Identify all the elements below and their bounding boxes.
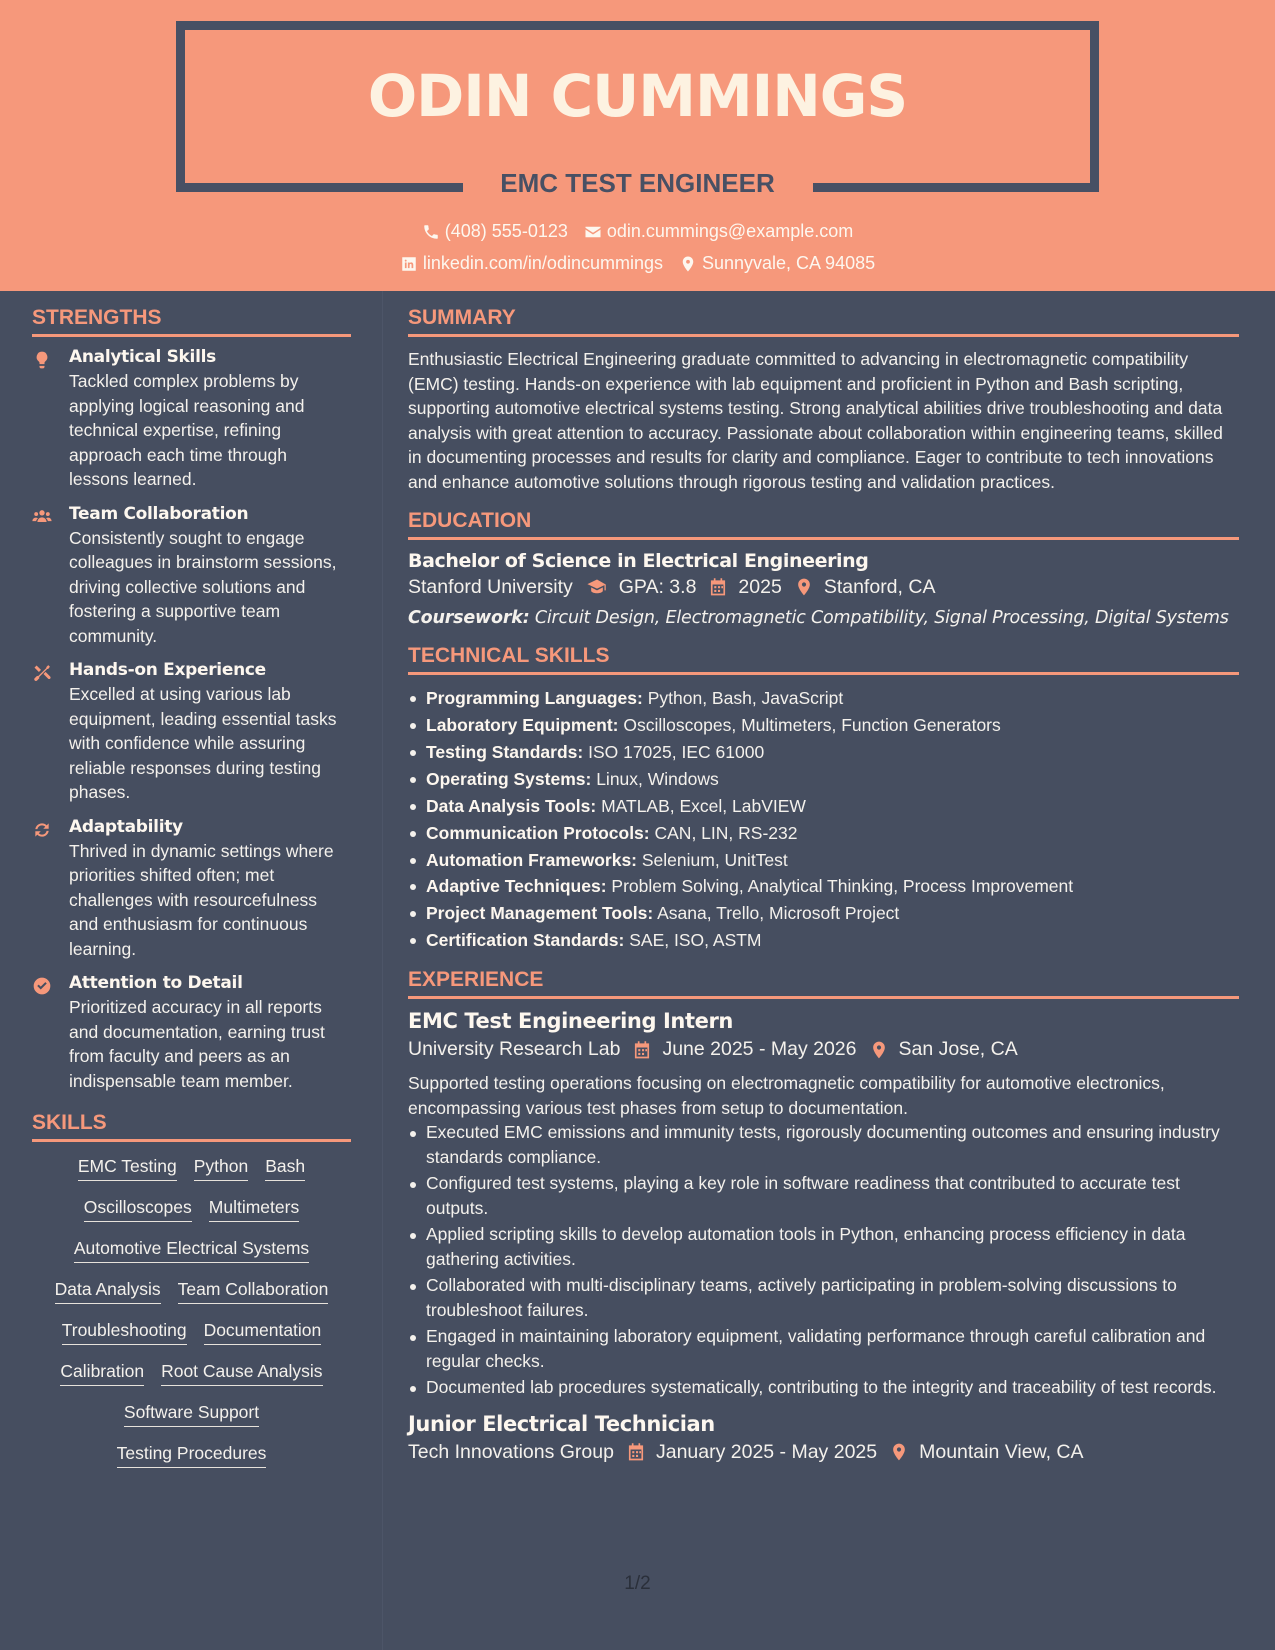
candidate-name: ODIN CUMMINGS — [367, 62, 908, 130]
technical-skills-list — [408, 685, 1239, 954]
skill-tag: Multimeters — [209, 1197, 299, 1222]
skill-category: Operating Systems: — [426, 768, 592, 789]
job-bullets — [408, 1120, 1239, 1400]
education-degree: Bachelor of Science in Electrical Engineering — [408, 549, 869, 572]
list-item — [408, 927, 1239, 954]
contact-row-1 — [0, 221, 1275, 242]
skill-tag: Troubleshooting — [62, 1320, 187, 1345]
list-item — [408, 820, 1239, 847]
job-meta — [408, 1038, 1239, 1061]
education-meta — [408, 576, 1239, 599]
skill-category: Automation Frameworks: — [426, 849, 637, 870]
job-dates: January 2025 - May 2025 — [655, 1440, 878, 1463]
skill-category: Certification Standards: — [426, 930, 625, 951]
skill-category: Communication Protocols: — [426, 822, 650, 843]
list-item: Configured test systems, playing a key role in software readiness that contributed to accurate test outputs. — [408, 1171, 1239, 1220]
job-dates-item — [632, 1038, 856, 1061]
skill-values: SAE, ISO, ASTM — [629, 930, 762, 951]
map-marker-icon — [889, 1442, 909, 1462]
location-contact — [679, 253, 875, 274]
strength-item — [32, 660, 351, 805]
job-location: Mountain View, CA — [919, 1440, 1084, 1463]
education-heading: EDUCATION — [408, 509, 1239, 540]
skills-tag-row — [32, 1238, 351, 1263]
list-item: Engaged in maintaining laboratory equipment, validating performance through careful calibration and regular checks. — [408, 1324, 1239, 1373]
education-location-item — [794, 576, 936, 599]
right-column — [408, 306, 1239, 1464]
skill-values: CAN, LIN, RS-232 — [654, 822, 798, 843]
coursework — [408, 606, 1239, 631]
skill-tag: Data Analysis — [55, 1279, 161, 1304]
left-column — [32, 306, 351, 1484]
skill-category: Testing Standards: — [426, 741, 584, 762]
skill-tag: Testing Procedures — [117, 1443, 267, 1468]
skill-tag: EMC Testing — [78, 1156, 177, 1181]
list-item — [408, 793, 1239, 820]
skills-tag-row — [32, 1320, 351, 1345]
resume-header — [0, 0, 1275, 291]
linkedin-icon — [400, 255, 418, 273]
linkedin-contact[interactable] — [400, 253, 663, 274]
job-meta — [408, 1441, 1239, 1464]
list-item: Applied scripting skills to develop automation tools in Python, enhancing process efficiency in data gathering activities. — [408, 1222, 1239, 1271]
skill-values: Problem Solving, Analytical Thinking, Process Improvement — [611, 876, 1074, 897]
skill-tag: Automotive Electrical Systems — [74, 1238, 309, 1263]
strength-text: Excelled at using various lab equipment, leading essential tasks with confidence while assuring reliable responses during testing phases. — [69, 684, 337, 802]
list-item — [408, 873, 1239, 900]
strength-item — [32, 504, 351, 649]
summary-heading: SUMMARY — [408, 306, 1239, 337]
strength-text: Thrived in dynamic settings where priorities shifted often; met challenges with resourcefulness and enthusiasm for continuous learning. — [69, 840, 334, 959]
year-item — [708, 576, 781, 599]
users-icon — [32, 507, 52, 527]
phone-icon — [422, 223, 440, 241]
strength-text: Prioritized accuracy in all reports and documentation, earning trust from faculty and peers as an indispensable team member. — [69, 997, 325, 1091]
skill-tag: Calibration — [60, 1361, 144, 1386]
graduation-cap-icon — [585, 577, 609, 597]
job-org: University Research Lab — [408, 1038, 621, 1061]
coursework-label: Coursework: — [408, 607, 530, 628]
job-org: Tech Innovations Group — [408, 1440, 614, 1463]
skills-tag-row — [32, 1361, 351, 1386]
strength-title: Team Collaboration — [69, 503, 249, 524]
strength-title: Analytical Skills — [69, 347, 216, 367]
job-dates: June 2025 - May 2026 — [662, 1038, 857, 1061]
skills-tag-row — [32, 1279, 351, 1304]
phone-text: (408) 555-0123 — [444, 221, 568, 241]
summary-text: Enthusiastic Electrical Engineering graduate committed to advancing in electromagnetic compatibility (EMC) testing. Hands-on experience with lab equipment and proficient in Python and Bash scripting, supporting automotive electrical systems testing. Strong analytical abilities drive troubleshooting and data analysis with great attention to accuracy. Passionate about collaboration within engineering teams, skilled in documenting processes and results for clarity and compliance. Eager to contribute to tech innovations and enhance automotive solutions through rigorous testing and validation practices. — [408, 349, 1223, 492]
check-circle-icon — [32, 976, 52, 996]
skill-category: Adaptive Techniques: — [426, 876, 607, 897]
skill-category: Laboratory Equipment: — [426, 714, 619, 735]
list-item — [408, 847, 1239, 874]
skill-tag: Python — [194, 1156, 248, 1181]
strength-text: Consistently sought to engage colleagues in brainstorm sessions, driving collective solutions and fostering a supportive team community. — [69, 527, 337, 646]
skill-values: Selenium, UnitTest — [641, 849, 788, 870]
list-item — [408, 685, 1239, 712]
strength-title: Adaptability — [69, 816, 183, 837]
education-school: Stanford University — [408, 575, 573, 598]
page-number: 1/2 — [624, 1573, 651, 1594]
strength-item — [32, 973, 351, 1093]
map-marker-icon — [679, 255, 697, 273]
skill-values: Python, Bash, JavaScript — [647, 688, 844, 709]
skill-category: Project Management Tools: — [426, 903, 654, 924]
skill-tag: Bash — [265, 1156, 305, 1181]
list-item — [408, 900, 1239, 927]
strength-item — [32, 347, 351, 492]
phone-contact[interactable] — [422, 221, 568, 242]
education-location: Stanford, CA — [823, 575, 936, 598]
coursework-list: Circuit Design, Electromagnetic Compatibility, Signal Processing, Digital Systems — [534, 607, 1229, 628]
education-year: 2025 — [738, 575, 782, 598]
skill-tag: Software Support — [124, 1402, 259, 1427]
skills-tag-row — [32, 1197, 351, 1222]
map-marker-icon — [794, 577, 814, 597]
strength-text: Tackled complex problems by applying logical reasoning and technical expertise, refining approach each time through lessons learned. — [69, 371, 305, 489]
skill-values: MATLAB, Excel, LabVIEW — [601, 795, 806, 816]
sync-icon — [32, 820, 52, 840]
tools-icon — [32, 663, 52, 683]
skill-tag: Oscilloscopes — [84, 1197, 192, 1222]
strength-item — [32, 817, 351, 962]
list-item: Collaborated with multi-disciplinary teams, actively participating in problem-solving discussions to troubleshoot failures. — [408, 1273, 1239, 1322]
job-role: EMC Test Engineering Intern — [408, 1009, 733, 1034]
email-text: odin.cummings@example.com — [606, 221, 854, 241]
skills-tag-row — [32, 1443, 351, 1468]
list-item — [408, 739, 1239, 766]
strength-title: Hands-on Experience — [69, 660, 266, 680]
skill-values: ISO 17025, IEC 61000 — [588, 741, 765, 762]
experience-heading: EXPERIENCE — [408, 968, 1239, 999]
skill-values: Oscilloscopes, Multimeters, Function Generators — [623, 714, 1001, 735]
skill-tag: Documentation — [204, 1320, 322, 1345]
lightbulb-icon — [32, 350, 52, 370]
email-contact[interactable] — [584, 221, 853, 242]
envelope-icon — [584, 223, 602, 241]
column-divider — [382, 291, 383, 1650]
job-role: Junior Electrical Technician — [408, 1411, 715, 1436]
skills-tags — [32, 1156, 351, 1468]
skill-category: Programming Languages: — [426, 688, 643, 709]
skills-tag-row — [32, 1156, 351, 1181]
job-location-item — [889, 1441, 1083, 1464]
list-item: Executed EMC emissions and immunity tests, rigorously documenting outcomes and ensuring industry standards compliance. — [408, 1120, 1239, 1169]
skill-values: Linux, Windows — [596, 768, 719, 789]
candidate-title: EMC TEST ENGINEER — [500, 168, 775, 198]
linkedin-text: linkedin.com/in/odincummings — [422, 253, 663, 273]
skill-category: Data Analysis Tools: — [426, 795, 597, 816]
skills-heading: SKILLS — [32, 1111, 351, 1142]
map-marker-icon — [869, 1040, 889, 1060]
list-item: Documented lab procedures systematically, contributing to the integrity and traceability of test records. — [408, 1375, 1239, 1400]
job-location-item — [869, 1038, 1018, 1061]
education-gpa: GPA: 3.8 — [618, 575, 697, 598]
calendar-icon — [708, 577, 728, 597]
strength-title: Attention to Detail — [69, 973, 243, 993]
strengths-heading: STRENGTHS — [32, 306, 351, 337]
contact-row-2 — [0, 253, 1275, 274]
list-item — [408, 712, 1239, 739]
skills-tag-row — [32, 1402, 351, 1427]
gpa-item — [585, 576, 697, 599]
location-text: Sunnyvale, CA 94085 — [701, 253, 876, 273]
skill-tag: Team Collaboration — [178, 1279, 329, 1304]
job-description: Supported testing operations focusing on electromagnetic compatibility for automotive electronics, encompassing various test phases from setup to documentation. — [408, 1073, 1165, 1118]
technical-skills-heading: TECHNICAL SKILLS — [408, 644, 1239, 675]
skill-values: Asana, Trello, Microsoft Project — [657, 903, 900, 924]
job-location: San Jose, CA — [898, 1038, 1018, 1061]
list-item — [408, 766, 1239, 793]
job-dates-item — [626, 1441, 877, 1464]
skill-tag: Root Cause Analysis — [161, 1361, 322, 1386]
calendar-icon — [632, 1040, 652, 1060]
calendar-icon — [626, 1442, 646, 1462]
